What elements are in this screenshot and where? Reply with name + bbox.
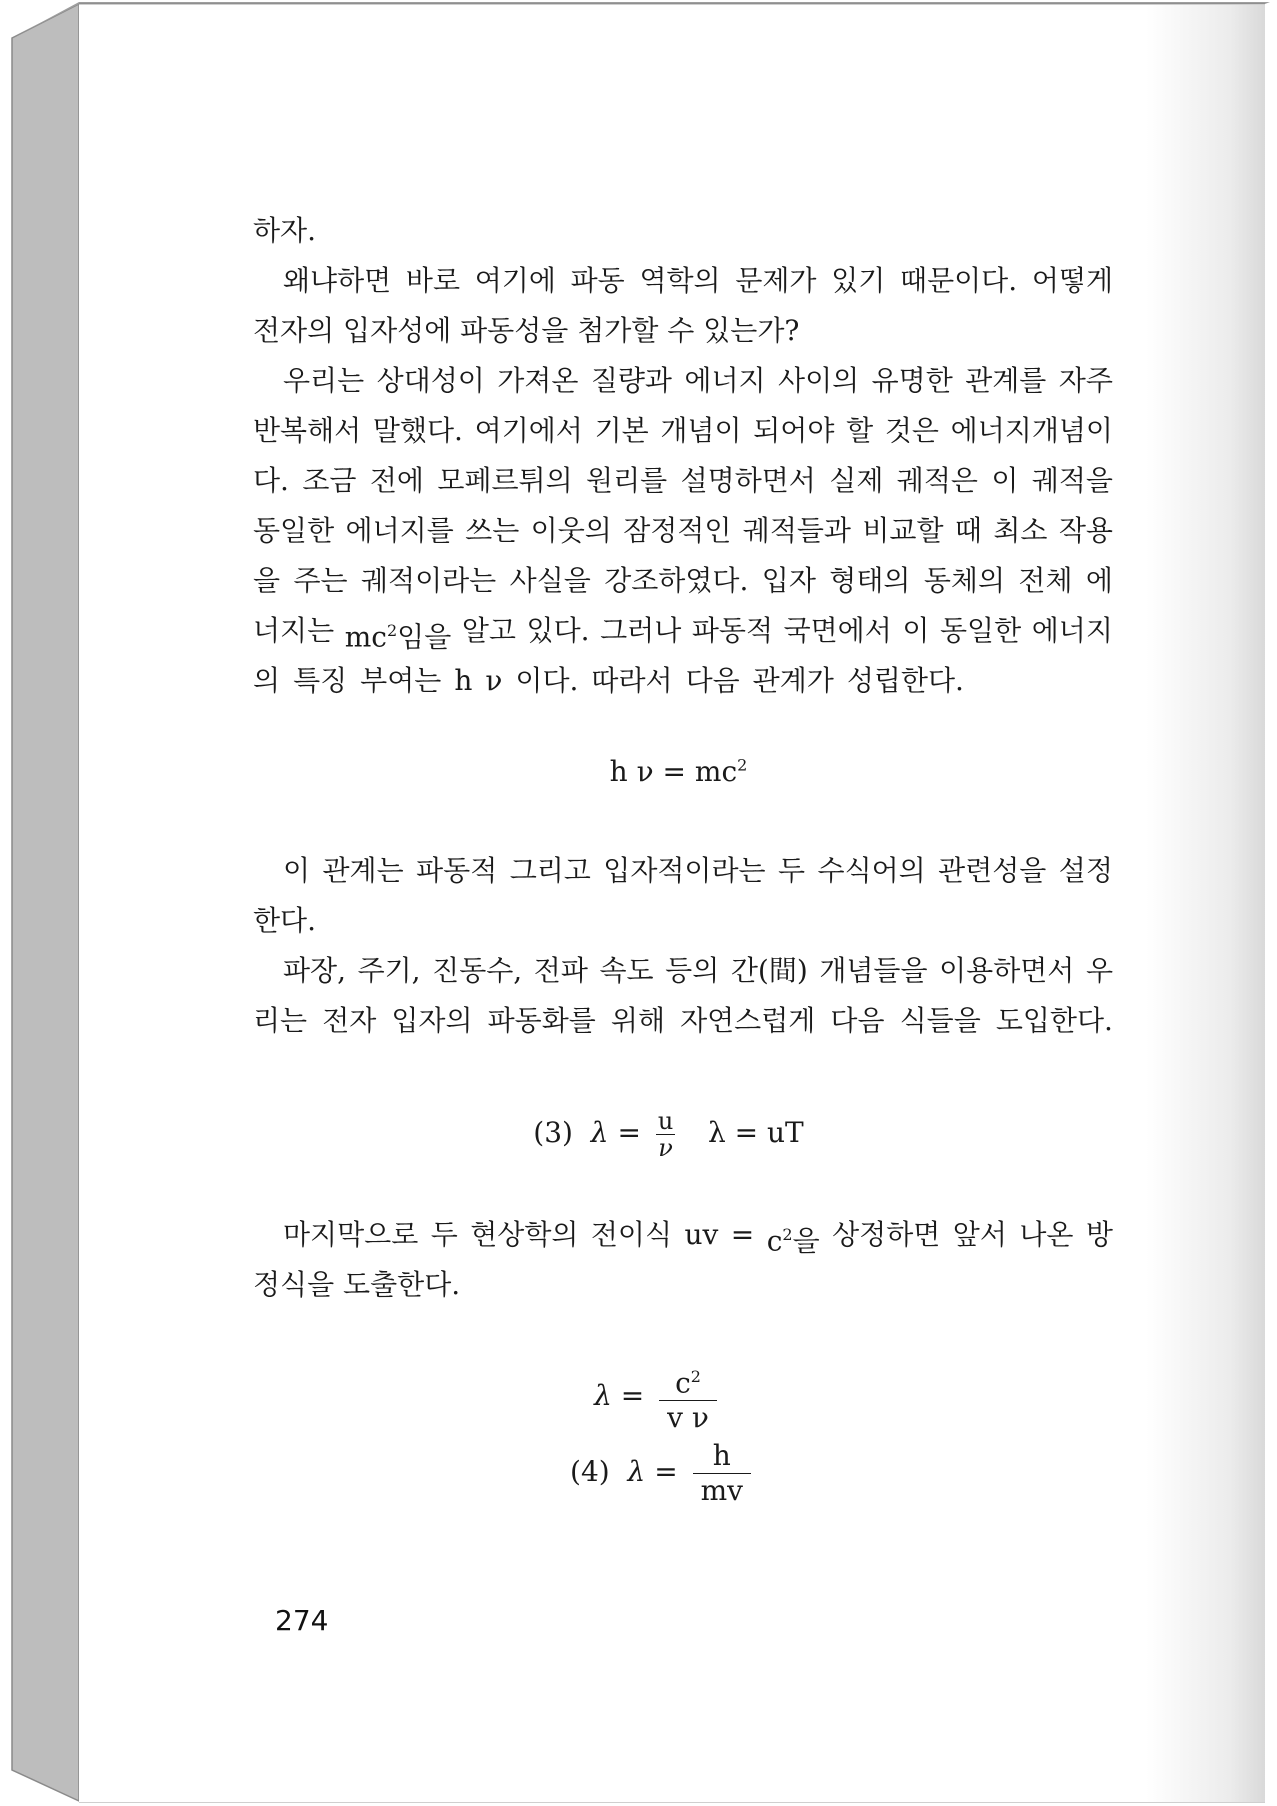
eq1-equals: =	[653, 755, 695, 788]
text-final: 정식을 도출한다.	[253, 1268, 461, 1301]
eq3-numerator: u	[657, 1107, 674, 1135]
mid-line-2: 파장, 주기, 진동수, 전파 속도 등의 간(間) 개념들을 이용하면서 우	[283, 954, 1113, 987]
mid-line-0: 이 관계는 파동적 그리고 입자적이라는 두 수식어의 관련성을 설정	[283, 854, 1113, 887]
mid-line-3: 리는 전자 입자의 파동화를 위해 자연스럽게 다음 식들을 도입한다.	[253, 1004, 1113, 1037]
eq3-rhs: λ = uT	[707, 1116, 804, 1149]
eq4b-denominator: mv	[700, 1474, 743, 1508]
eq3-label: (3)	[533, 1116, 573, 1149]
eq4a-fraction	[659, 1360, 717, 1435]
text-line-hv: 의 특징 부여는 h ν 이다. 따라서 다음 관계가 성립한다.	[253, 664, 964, 697]
body-text-lower	[253, 1210, 1113, 1310]
top-line-6: 동일한 에너지를 쓰는 이웃의 잠정적인 궤적들과 비교할 때 최소 작용	[253, 514, 1113, 547]
eq4a-lambda: λ	[594, 1379, 612, 1413]
eq4a-num-sup: 2	[690, 1367, 701, 1386]
eq4a-num-base: c	[675, 1366, 691, 1400]
eq4b-equals: =	[654, 1455, 678, 1489]
text-line-mc2: 너지는 $mc^2$임을 알고 있다. 그러나 파동적 국면에서 이 동일한 에너지	[253, 614, 1113, 654]
paragraph-top	[253, 206, 1113, 606]
page-number: 274	[275, 1604, 329, 1637]
eq4a-row	[20, 1360, 1277, 1435]
eq4a-denominator: v ν	[667, 1401, 709, 1435]
eq3-equals: =	[617, 1116, 641, 1149]
text-line-uv: 마지막으로 두 현상학의 전이식 uv = $c^2$을 상정하면 앞서 나온 방	[283, 1218, 1113, 1258]
equation-3	[30, 1108, 1277, 1161]
top-line-1: 왜냐하면 바로 여기에 파동 역학의 문제가 있기 때문이다. 어떻게	[283, 264, 1113, 297]
top-line-0: 하자.	[253, 214, 316, 247]
top-line-7: 을 주는 궤적이라는 사실을 강조하였다. 입자 형태의 동체의 전체 에	[253, 564, 1113, 597]
paragraph-middle	[253, 846, 1113, 1046]
text-line-final	[253, 1260, 1113, 1310]
eq4a-equals: =	[620, 1379, 645, 1413]
body-text	[253, 206, 1113, 706]
eq3-lambda: λ	[590, 1116, 609, 1149]
top-line-2: 전자의 입자성에 파동성을 첨가할 수 있는가?	[253, 314, 800, 347]
eq1-lhs: h ν	[609, 755, 654, 788]
equation-4	[20, 1360, 1277, 1508]
eq4a-numerator	[667, 1360, 709, 1400]
top-line-5: 다. 조금 전에 모페르튀의 원리를 설명하면서 실제 궤적은 이 궤적을	[253, 464, 1113, 497]
equation-energy	[40, 755, 1277, 788]
top-line-4: 반복해서 말했다. 여기에서 기본 개념이 되어야 할 것은 에너지개념이	[253, 414, 1113, 447]
eq4b-fraction	[693, 1439, 751, 1508]
eq4b-row	[30, 1439, 1277, 1508]
eq3-denominator: ν	[658, 1134, 673, 1162]
top-line-3: 우리는 상대성이 가져온 질량과 에너지 사이의 유명한 관계를 자주	[283, 364, 1113, 397]
body-text-middle	[253, 846, 1113, 1046]
eq4b-numerator: h	[712, 1439, 731, 1473]
eq3-fraction	[656, 1108, 675, 1161]
eq4b-lambda: λ	[627, 1455, 646, 1489]
eq4b-label: (4)	[570, 1455, 610, 1489]
eq1-rhs: mc	[694, 755, 738, 788]
mid-line-1: 한다.	[253, 904, 316, 937]
eq1-superscript: 2	[737, 755, 748, 775]
